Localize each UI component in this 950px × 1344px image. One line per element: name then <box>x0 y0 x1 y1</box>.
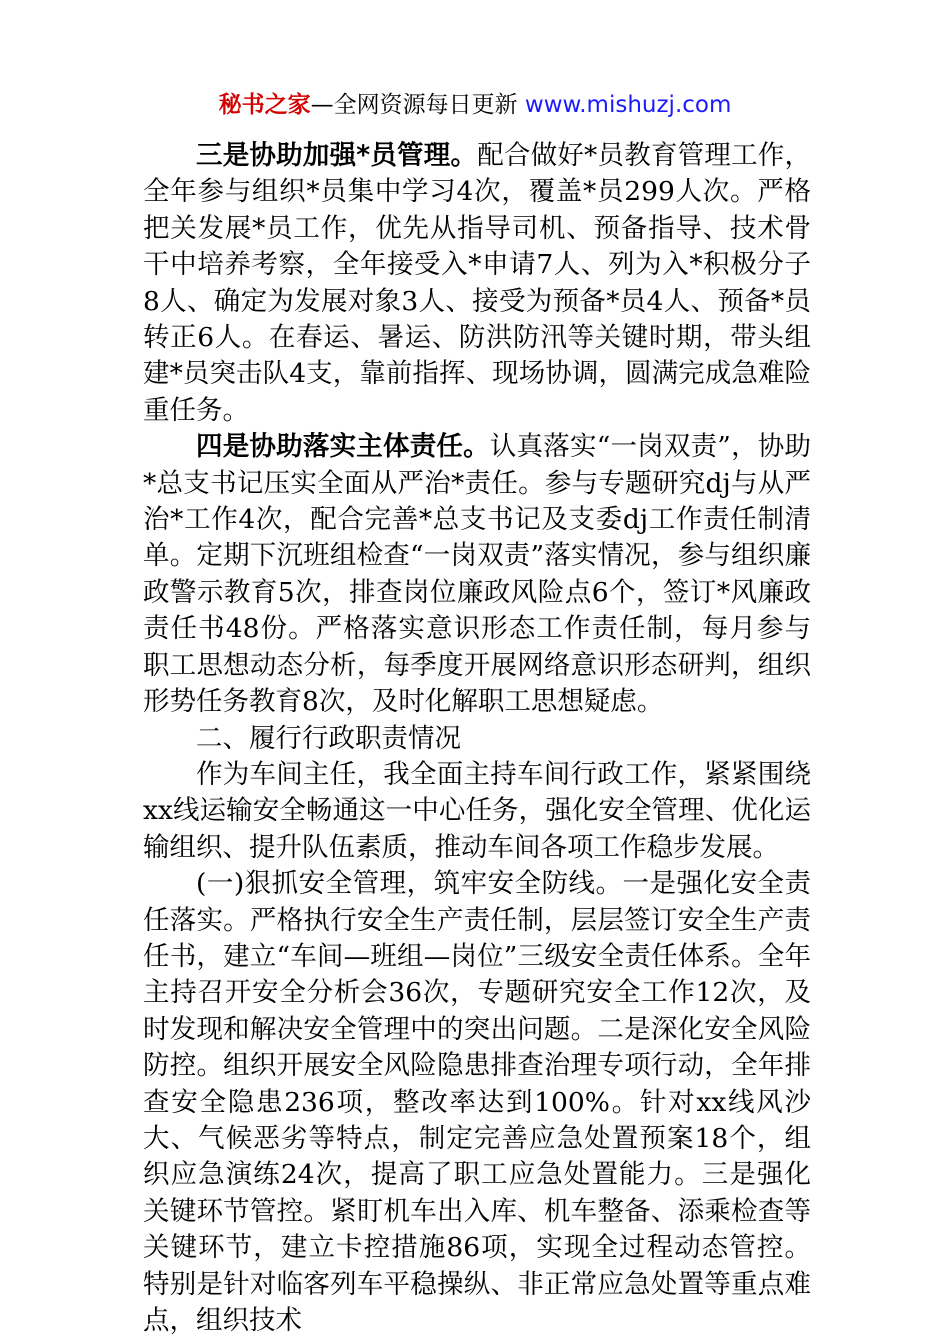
paragraph-main-responsibility <box>143 429 811 720</box>
site-url-link[interactable]: www.mishuzj.com <box>524 92 732 118</box>
paragraph-safety-management <box>143 866 811 1339</box>
paragraph-lead: 三是协助加强*员管理。 <box>196 140 478 171</box>
paragraph-text: 作为车间主任，我全面主持车间行政工作，紧紧围绕xx线运输安全畅通这一中心任务，强化安全管理、优化运输组织、提升队伍素质，推动车间各项工作稳步发展。 <box>143 758 811 863</box>
section-heading-administrative-duties <box>143 721 811 757</box>
site-header <box>0 88 950 122</box>
paragraph-party-member-management <box>143 138 811 429</box>
section-heading-text: 二、履行行政职责情况 <box>196 722 461 754</box>
paragraph-text: (一)狠抓安全管理，筑牢安全防线。一是强化安全责任落实。严格执行安全生产责任制，层层签订安全生产责任书，建立“车间—班组—岗位”三级安全责任体系。全年主持召开安全分析会36次，专题研究安全工作12次，及时发现和解决安全管理中的突出问题。二是深化安全风险防控。组织开展安全风险隐患排查治理专项行动，全年排查安全隐患236项，整改率达到100%。针对xx线风沙大、气候恶劣等特点，制定完善应急处置预案18个，组织应急演练24次，提高了职工应急处置能力。三是强化关键环节管控。紧盯机车出入库、机车整备、添乘检查等关键环节，建立卡控措施86项，实现全过程动态管控。特别是针对临客列车平稳操纵、非正常应急处置等重点难点，组织技术 <box>143 868 811 1336</box>
site-brand: 秘书之家 <box>218 92 311 118</box>
paragraph-lead: 四是协助落实主体责任。 <box>196 431 490 463</box>
paragraph-text: 配合做好*员教育管理工作，全年参与组织*员集中学习4次，覆盖*员299人次。严格把关发展*员工作，优先从指导司机、预备指导、技术骨干中培养考察，全年接受入*申请7人、列为入*积极分子8人、确定为发展对象3人、接受为预备*员4人、预备*员转正6人。在春运、暑运、防洪防汛等关键时期，带头组建*员突击队4支，靠前指挥、现场协调，圆满完成急难险重任务。 <box>143 140 812 426</box>
header-tagline: 全网资源每日更新 <box>333 92 518 118</box>
document-body <box>143 138 811 1339</box>
paragraph-text: 认真落实“一岗双责”，协助*总支书记压实全面从严治*责任。参与专题研究dj与从严治*工作4次，配合完善*总支书记及支委dj工作责任制清单。定期下沉班组检查“一岗双责”落实情况，参与组织廉政警示教育5次，排查岗位廉政风险点6个，签订*风廉政责任书48份。严格落实意识形态工作责任制，每月参与职工思想动态分析，每季度开展网络意识形态研判，组织形势任务教育8次，及时化解职工思想疑虑。 <box>143 431 811 718</box>
header-separator: — <box>310 92 334 118</box>
paragraph-workshop-director-intro <box>143 757 811 866</box>
